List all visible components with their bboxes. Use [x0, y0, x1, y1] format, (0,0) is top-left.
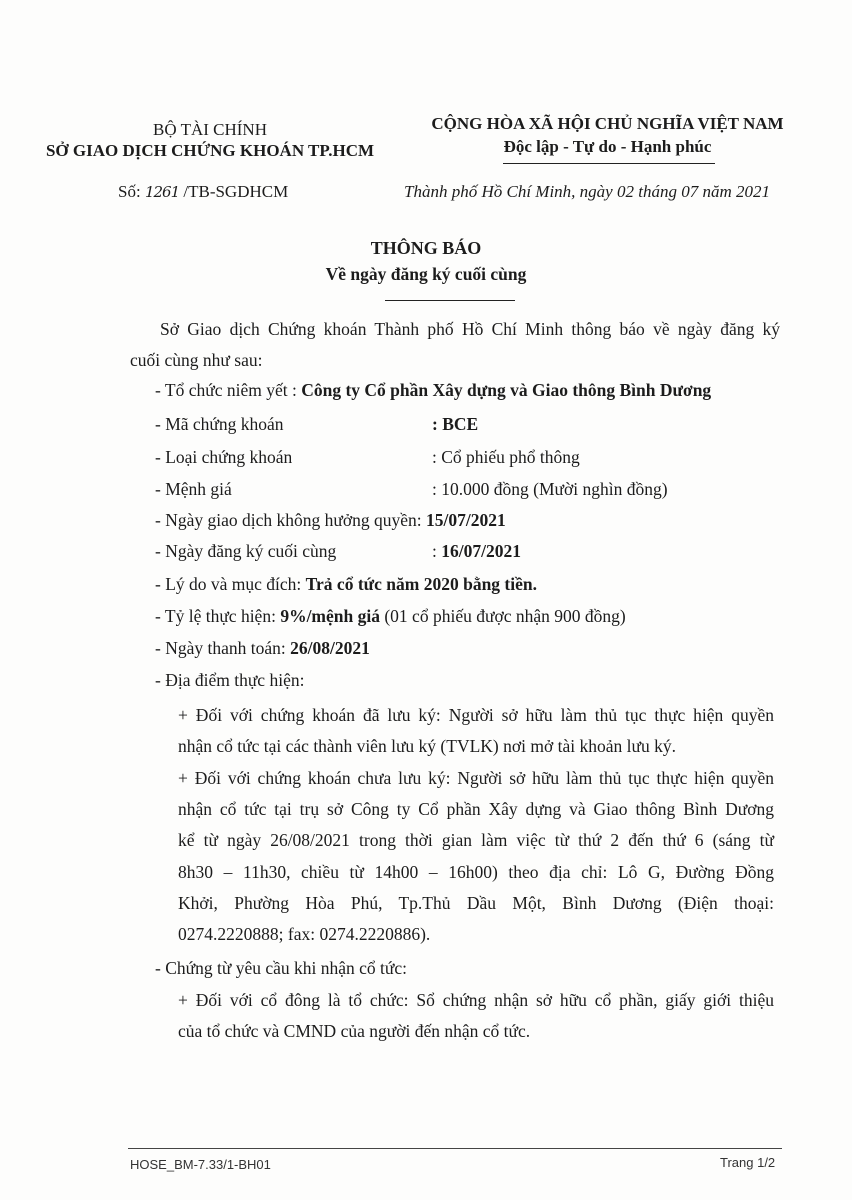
- paragraph-line: Khởi, Phường Hòa Phú, Tp.Thủ Dầu Một, Bình Dương (Điện thoại:: [178, 892, 774, 913]
- intro-paragraph: [130, 314, 780, 376]
- doc-number-prefix: Số:: [118, 182, 141, 201]
- motto-underline: [503, 163, 715, 164]
- paragraph-line: 8h30 – 11h30, chiều từ 14h00 – 16h00) theo địa chỉ: Lô G, Đường Đồng: [178, 861, 774, 882]
- intro-line: cuối cùng như sau:: [130, 350, 263, 371]
- ratio-note: (01 cổ phiếu được nhận 900 đồng): [384, 606, 626, 626]
- doc-number-handwritten: 1261: [144, 183, 180, 201]
- record-date-label: - Ngày đăng ký cuối cùng: [155, 541, 337, 561]
- place-depository-paragraph: [178, 700, 774, 762]
- record-date-row: [432, 541, 521, 562]
- paragraph-line: nhận cổ tức tại các thành viên lưu ký (TVLK) nơi mở tài khoản lưu ký.: [178, 736, 676, 757]
- place-label: - Địa điểm thực hiện:: [155, 670, 305, 690]
- required-docs-label: - Chứng từ yêu cầu khi nhận cổ tức:: [155, 958, 408, 978]
- payment-date-label: - Ngày thanh toán:: [155, 638, 286, 658]
- page-number: Trang 1/2: [720, 1155, 776, 1170]
- par-value-value: : 10.000 đồng (Mười nghìn đồng): [432, 479, 668, 499]
- paragraph-line: kể từ ngày 26/08/2021 trong thời gian làm việc từ thứ 2 đến thứ 6 (sáng từ: [178, 830, 774, 851]
- paragraph-line: + Đối với cổ đông là tổ chức: Sổ chứng nhận sở hữu cổ phần, giấy giới thiệu: [178, 990, 774, 1010]
- ex-date-row: [155, 510, 506, 531]
- republic-name: CỘNG HÒA XÃ HỘI CHỦ NGHĨA VIỆT NAM: [431, 114, 784, 133]
- stock-code-value: : BCE: [432, 414, 479, 434]
- place-date: Thành phố Hồ Chí Minh, ngày 02 tháng 07 năm 2021: [404, 182, 770, 201]
- reason-value: Trả cổ tức năm 2020 bằng tiền.: [305, 574, 538, 594]
- paragraph-line: + Đối với chứng khoán đã lưu ký: Người sở hữu làm thủ tục thực hiện quyền: [178, 705, 774, 725]
- reason-label: - Lý do và mục đích:: [155, 574, 302, 594]
- form-code: HOSE_BM-7.33/1-BH01: [130, 1157, 271, 1172]
- ex-date-value: 15/07/2021: [426, 510, 506, 530]
- payment-date-value: 26/08/2021: [290, 638, 370, 658]
- reason-row: [155, 574, 537, 595]
- exchange-name: SỞ GIAO DỊCH CHỨNG KHOÁN TP.HCM: [45, 141, 375, 160]
- ratio-value: 9%/mệnh giá: [280, 606, 380, 626]
- document-title: THÔNG BÁO: [370, 238, 482, 258]
- listing-org-value: Công ty Cổ phần Xây dựng và Giao thông Bình Dương: [301, 380, 712, 400]
- listing-org-label: - Tổ chức niêm yết :: [155, 380, 297, 400]
- place-non-depository-paragraph: [178, 763, 774, 950]
- national-motto: Độc lập - Tự do - Hạnh phúc: [503, 137, 712, 156]
- doc-number: [118, 182, 288, 202]
- payment-date-row: [155, 638, 370, 659]
- ratio-row: [155, 606, 626, 627]
- paragraph-line: 0274.2220888; fax: 0274.2220886).: [178, 923, 431, 944]
- ex-date-label: - Ngày giao dịch không hưởng quyền:: [155, 510, 422, 530]
- stock-code-label: - Mã chứng khoán: [155, 414, 284, 434]
- record-date-colon: :: [432, 541, 437, 561]
- required-docs-paragraph: [178, 985, 774, 1047]
- doc-number-suffix: /TB-SGDHCM: [183, 182, 289, 201]
- record-date-value: 16/07/2021: [441, 541, 521, 561]
- ministry-name: BỘ TÀI CHÍNH: [153, 120, 267, 139]
- paragraph-line: của tổ chức và CMND của người đến nhận cổ tức.: [178, 1021, 531, 1042]
- title-underline: [385, 300, 515, 301]
- stock-type-label: - Loại chứng khoán: [155, 447, 293, 467]
- document-subtitle: Về ngày đăng ký cuối cùng: [325, 264, 527, 284]
- paragraph-line: + Đối với chứng khoán chưa lưu ký: Người sở hữu làm thủ tục thực hiện quyền: [178, 768, 774, 788]
- paragraph-line: nhận cổ tức tại trụ sở Công ty Cổ phần Xây dựng và Giao thông Bình Dương: [178, 799, 774, 820]
- intro-line: Sở Giao dịch Chứng khoán Thành phố Hồ Chí Minh thông báo về ngày đăng ký: [160, 319, 780, 339]
- stock-type-value: : Cổ phiếu phổ thông: [432, 447, 580, 467]
- par-value-label: - Mệnh giá: [155, 479, 232, 499]
- ratio-label: - Tỷ lệ thực hiện:: [155, 606, 276, 626]
- footer-rule: [128, 1148, 782, 1149]
- listing-org-row: [155, 380, 711, 401]
